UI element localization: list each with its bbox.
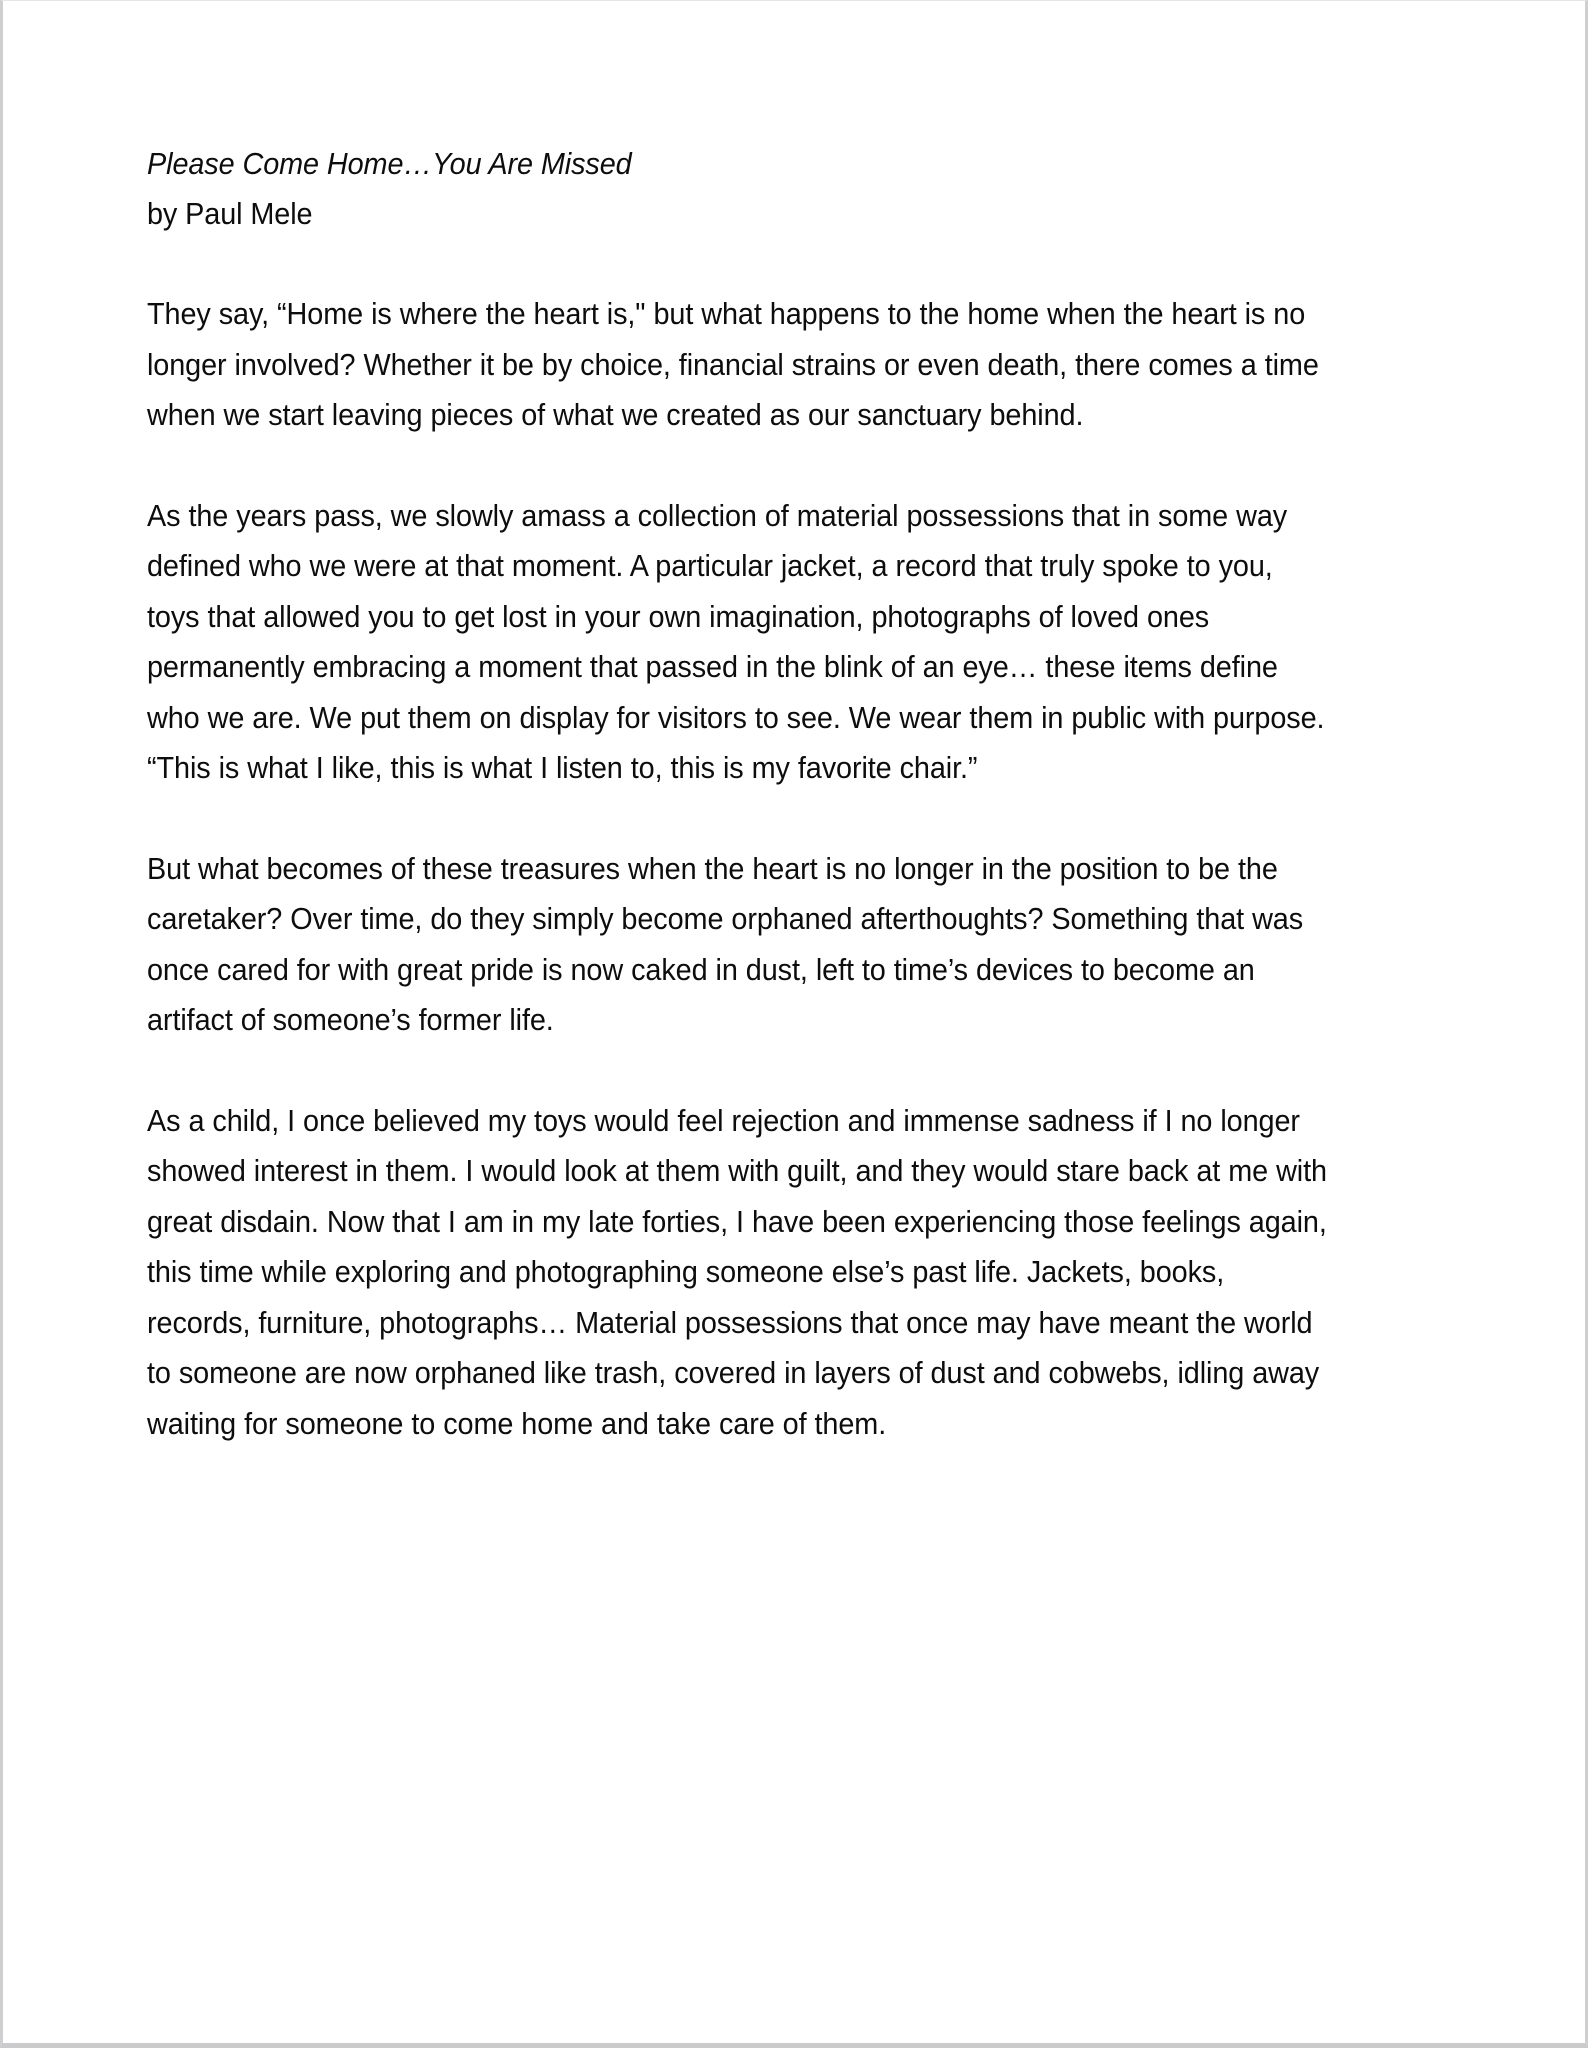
paragraph: As the years pass, we slowly amass a collection of material possessions that in some way defined who we were at that moment. A particular jacket, a record that truly spoke to you, toys that allowed you to get lost in your own imagination, photographs of loved ones permanently embracing a moment that passed in the blink of an eye… these items define who we are. We put them on display for visitors to see. We wear them in public with purpose. “This is what I like, this is what I listen to, this is my favorite chair.” <box>147 498 1325 785</box>
document-byline: by Paul Mele <box>147 197 313 231</box>
document-title: Please Come Home…You Are Missed <box>147 147 632 181</box>
paragraph: As a child, I once believed my toys would feel rejection and immense sadness if I no longer showed interest in them. I would look at them with guilt, and they would stare back at me with great disdain. Now that I am in my late forties, I have been experiencing those feelings again, this time while exploring and photographing someone else’s past life. Jackets, books, records, furniture, photographs… Material possessions that once may have meant the world to someone are now orphaned like trash, covered in layers of dust and cobwebs, idling away waiting for someone to come home and take care of them. <box>147 1103 1327 1441</box>
paragraph: But what becomes of these treasures when the heart is no longer in the position to be the caretaker? Over time, do they simply become orphaned afterthoughts? Something that was once cared for with great pride is now caked in dust, left to time’s devices to become an artifact of someone’s former life. <box>147 851 1304 1037</box>
paragraph: They say, “Home is where the heart is," but what happens to the home when the heart is no longer involved? Whether it be by choice, financial strains or even death, there comes a time when we start leaving pieces of what we created as our sanctuary behind. <box>147 297 1319 432</box>
document-body <box>147 139 1333 1449</box>
